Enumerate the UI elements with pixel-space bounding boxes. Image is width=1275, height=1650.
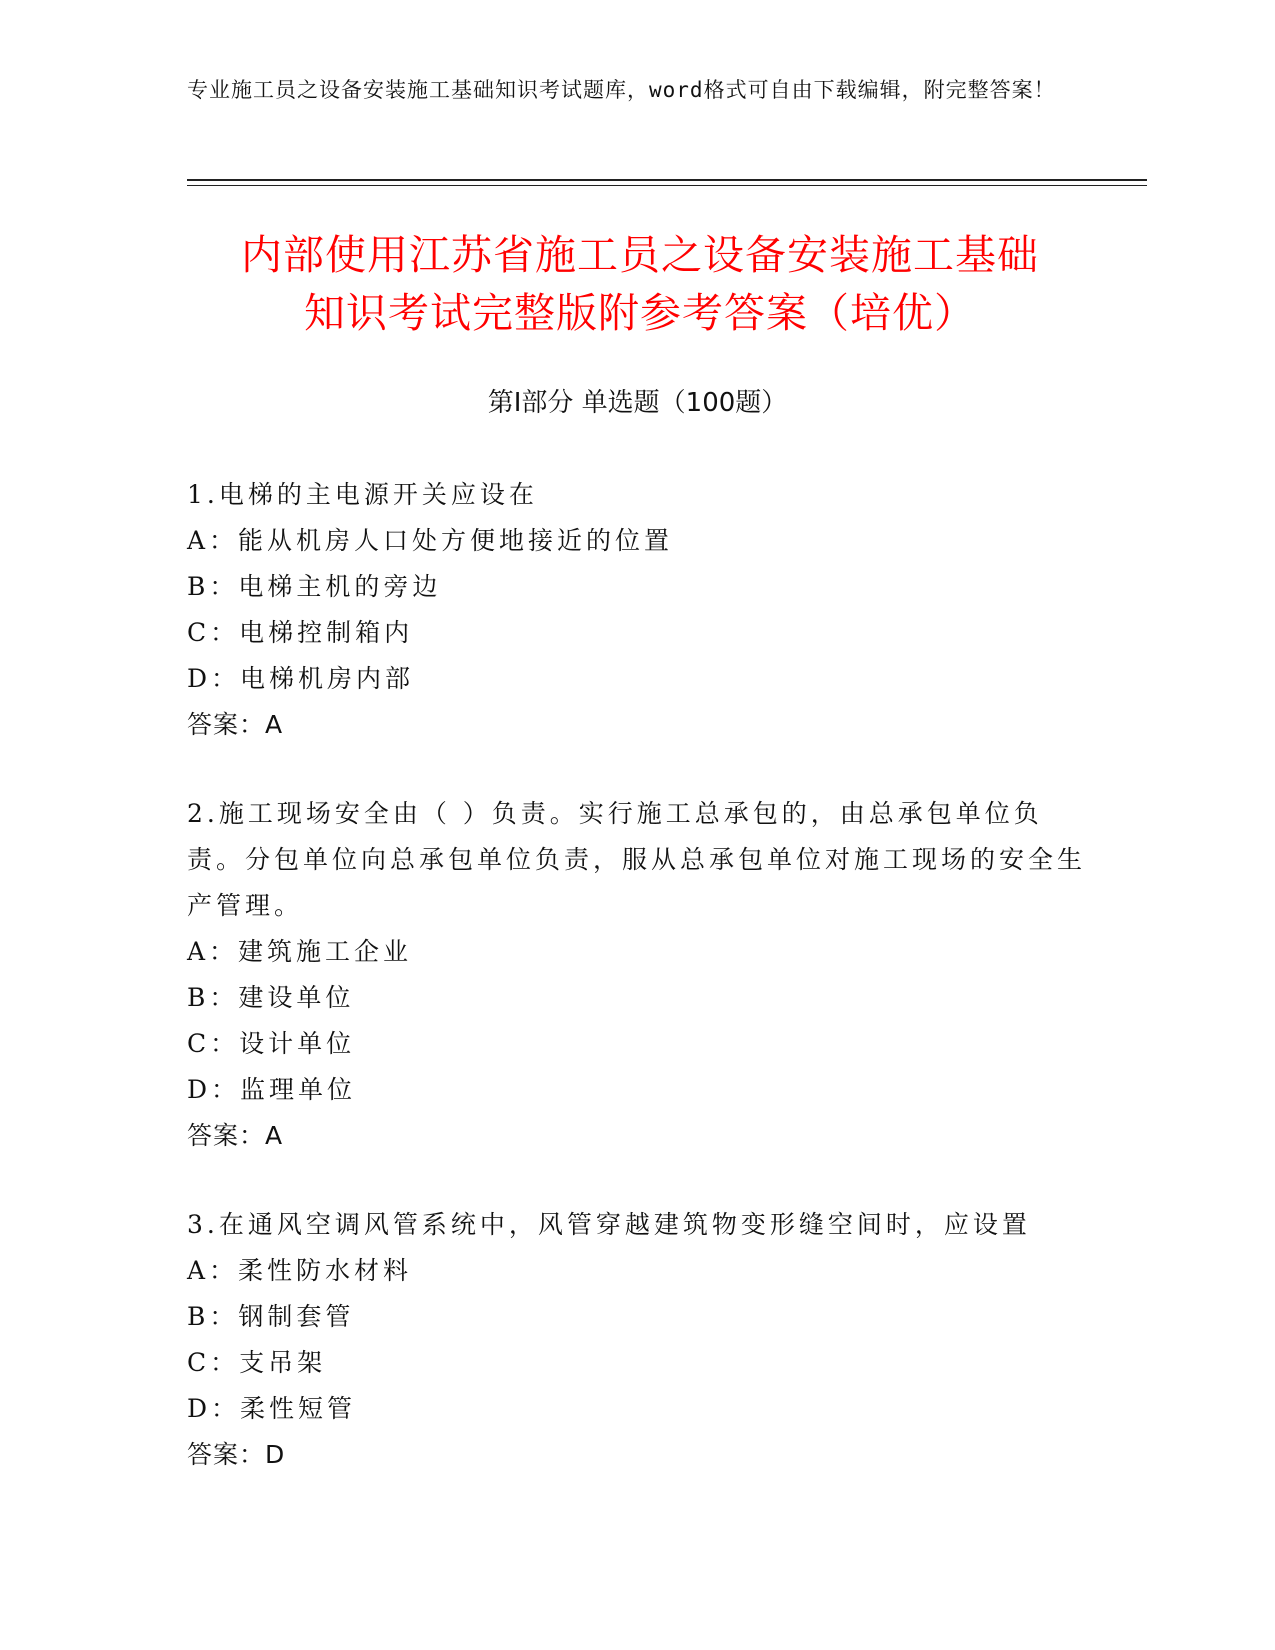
- question-list: [187, 472, 1087, 1521]
- document-title: [160, 226, 1120, 342]
- header-note: 专业施工员之设备安装施工基础知识考试题库，word格式可自由下载编辑，附完整答案！: [187, 78, 1056, 102]
- question-1: [187, 472, 1087, 748]
- question-3: [187, 1202, 1087, 1478]
- option-c: C：设计单位: [187, 1029, 356, 1058]
- option-a: A：建筑施工企业: [187, 937, 413, 966]
- header-divider-thin: [187, 185, 1147, 186]
- question-stem: 3.在通风空调风管系统中，风管穿越建筑物变形缝空间时，应设置: [187, 1210, 1031, 1239]
- section-title: 第Ⅰ部分 单选题（100题）: [487, 388, 788, 418]
- option-a: A：能从机房人口处方便地接近的位置: [187, 526, 674, 555]
- option-a: A：柔性防水材料: [187, 1256, 413, 1285]
- header-divider-thick: [187, 179, 1147, 181]
- option-d: D：监理单位: [187, 1075, 357, 1104]
- option-c: C：支吊架: [187, 1348, 327, 1377]
- option-b: B：电梯主机的旁边: [187, 572, 442, 601]
- option-b: B：建设单位: [187, 983, 355, 1012]
- document-title-line-2: 知识考试完整版附参考答案（培优）: [304, 289, 976, 337]
- answer: 答案：D: [187, 1440, 286, 1469]
- document-title-line-1: 内部使用江苏省施工员之设备安装施工基础: [241, 231, 1039, 279]
- question-stem: 1.电梯的主电源开关应设在: [187, 480, 538, 509]
- option-d: D：电梯机房内部: [187, 664, 415, 693]
- question-2: [187, 791, 1087, 1159]
- answer: 答案：A: [187, 1121, 284, 1150]
- option-d: D：柔性短管: [187, 1394, 357, 1423]
- option-c: C：电梯控制箱内: [187, 618, 414, 647]
- option-b: B：钢制套管: [187, 1302, 355, 1331]
- question-stem: 2.施工现场安全由（ ）负责。实行施工总承包的，由总承包单位负责。分包单位向总承包单位负责，服从总承包单位对施工现场的安全生产管理。: [187, 799, 1087, 920]
- answer: 答案：A: [187, 710, 284, 739]
